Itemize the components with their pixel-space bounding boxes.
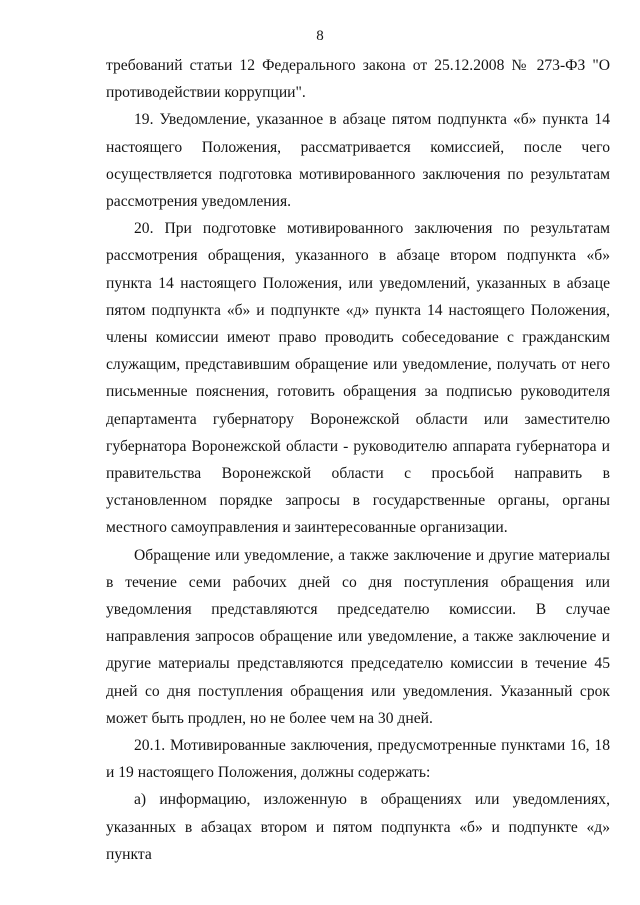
paragraph-item-20: 20. При подготовке мотивированного заключения по результатам рассмотрения обращения, указанного в абзаце втором подпункта «б» пункта 14 настоящего Положения, или уведомлений, указанных в абзаце пятом подпункта «б» и подпункте «д» пункта 14 настоящего Положения, члены комиссии имеют право проводить собеседование с гражданским служащим, представившим обращение или уведомление, получать от него письменные пояснения, готовить обращения за подписью руководителя департамента губернатору Воронежской области или заместителю губернатора Воронежской области - руководителю аппарата губернатора и правительства Воронежской области с просьбой направить в установленном порядке запросы в государственные органы, органы местного самоуправления и заинтересованные организации.	[106, 220, 610, 537]
page-number: 8	[316, 28, 324, 44]
paragraph-item-19: 19. Уведомление, указанное в абзаце пятом подпункта «б» пункта 14 настоящего Положения, рассматривается комиссией, после чего осуществляется подготовка мотивированного заключения по результатам рассмотрения уведомления.	[106, 111, 610, 211]
document-body	[106, 52, 610, 868]
paragraph-item-20-submission: Обращение или уведомление, а также заключение и другие материалы в течение семи рабочих дней со дня поступления обращения или уведомления представляются председателю комиссии. В случае направления запросов обращение или уведомление, а также заключение и другие материалы представляются председателю комиссии в течение 45 дней со дня поступления обращения или уведомления. Указанный срок может быть продлен, но не более чем на 30 дней.	[106, 546, 610, 727]
paragraph-continuation: требований статьи 12 Федерального закона от 25.12.2008 № 273-ФЗ "О противодействии коррупции".	[106, 57, 610, 102]
paragraph-subitem-a: а) информацию, изложенную в обращениях или уведомлениях, указанных в абзацах втором и пятом подпункта «б» и подпункте «д» пункта	[106, 791, 610, 863]
paragraph-item-20-1: 20.1. Мотивированные заключения, предусмотренные пунктами 16, 18 и 19 настоящего Положения, должны содержать:	[106, 737, 610, 782]
